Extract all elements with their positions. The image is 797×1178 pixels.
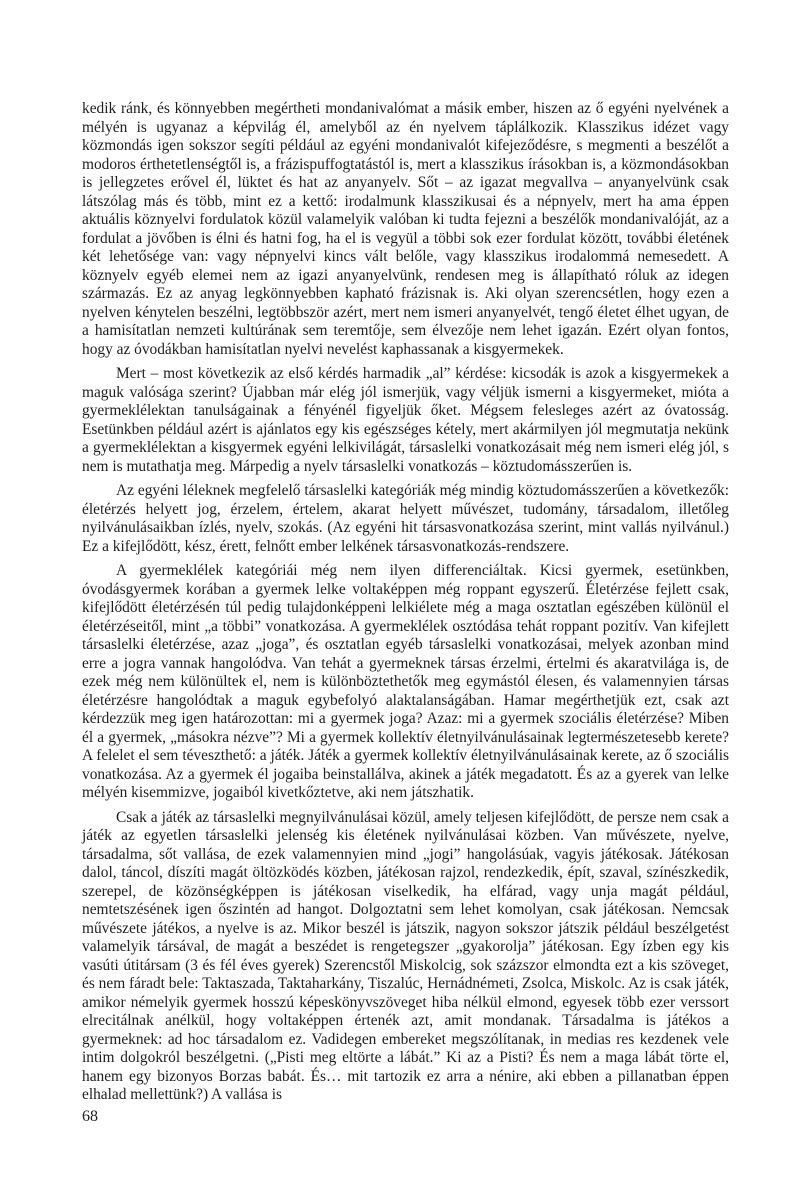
paragraph-social-categories: Az egyéni léleknek megfelelő társaslelki kategóriák még mindig köztudomásszerűen a következők: életérzés helyett jog, érzelem, értelem, akarat helyett művészet, tudomány, társadalom, illetőleg nyilvánulásaikban ízlés, nyelv, szokás. (Az egyéni hit társasvonatkozása szerint, mint vallás nyilvánul.) Ez a kifejlődött, kész, érett, felnőtt ember lelkének társasvonatkozás-rendszere.: [82, 482, 729, 555]
paragraph-child-soul: A gyermeklélek kategóriái még nem ilyen differenciáltak. Kicsi gyermek, esetünkben, óvodásgyermek korában a gyermek lelke voltaképpen még roppant egyszerű. Életérzése fejlett csak, kifejlődött életérzésén túl pedig tulajdonképpeni lelkiélete még a maga osztatlan egészében különül el életérzéseitől, mint „a többi” vonatkozása. A gyermeklélek osztódása tehát roppant pozitív. Van kifejlett társaslelki életérzése, azaz „joga”, és osztatlan egyéb társaslelki vonatkozásai, melyek azonban mind erre a jogra vannak hangolódva. Van tehát a gyermeknek társas érzelmi, értelmi és akaratvilága is, de ezek még nem különültek el, nem is különböztethetők meg egymástól élesen, és valamennyien társas életérzésre hangolódtak a maguk egybefolyó alaktalanságában. Hamar megérthetjük ezt, csak azt kérdezzük meg igen határozottan: mi a gyermek joga? Azaz: mi a gyermek szociális életérzése? Miben él a gyermek, „másokra nézve”? Mi a gyermek kollektív életnyilvánulásainak legtermészetesebb kerete? A felelet el sem téveszthető: a játék. Játék a gyermek kollektív életnyilvánulásainak kerete, az ő szociális vonatkozása. Az a gyermek él jogaiba beinstallálva, akinek a játék megadatott. És az a gyerek van lelke mélyén kisemmizve, jogaiból kivetkőztetve, aki nem játszhatik.: [82, 562, 729, 801]
paragraph-continuation: kedik ránk, és könnyebben megértheti mondanivalómat a másik ember, hiszen az ő egyéni nyelvének a mélyén is ugyanaz a képvilág él, amelyből az én nyelvem táplálkozik. Klasszikus idézet vagy közmondás igen sokszor segíti például az egyéni mondanivalót kifejeződésre, s megmenti a beszélőt a modoros érthetetlenségtől is, a frázispuffogtatástól is, mert a klasszikus írásokban is, a közmondásokban is jellegzetes erővel él, lüktet és hat az anyanyelv. Sőt – az igazat megvallva – anyanyelvünk csak látszólag más és több, mint ez a kettő: irodalmunk klasszikusai és a népnyelv, mert ha ama éppen aktuális köznyelvi fordulatok közül valamelyik valóban ki tudta fejezni a beszélők mondanivalóját, az a fordulat a jövőben is élni és hatni fog, ha el is vegyül a többi sok ezer fordulat között, további életének két lehetősége van: vagy népnyelvi kincs vált belőle, vagy klasszikus irodalommá nemesedett. A köznyelv egyéb elemei nem az igazi anyanyelvünk, rendesen meg is állapítható róluk az idegen származás. Ez az anyag legkönnyebben kapható frázisnak is. Aki olyan szerencsétlen, hogy ezen a nyelven kénytelen beszélni, legtöbbször azért, mert nem ismeri anyanyelvét, tengő életet élhet ugyan, de a hamisítatlan nemzeti kultúrának sem teremtője, sem élvezője nem lehet igazán. Ezért olyan fontos, hogy az óvodákban hamisítatlan nyelvi nevelést kaphassanak a kisgyermekek.: [82, 100, 729, 358]
paragraph-children-reality: Mert – most következik az első kérdés harmadik „al” kérdése: kicsodák is azok a kisgyermekek a maguk valósága szerint? Újabban már elég jól ismerjük, vagy véljük ismerni a kisgyermeket, mióta a gyermeklélektan tanulságainak a fényénél figyeljük őket. Mégsem felesleges azért az óvatosság. Esetünkben például azért is ajánlatos egy kis egészséges kétely, mert akármilyen jól megmutatja nekünk a gyermeklélektan a kisgyermek egyéni lelkivilágát, társaslelki vonatkozásait még nem ismeri elég jól, s nem is mutathatja meg. Márpedig a nyelv társaslelki vonatkozás – köztudomásszerűen is.: [82, 365, 729, 475]
page-body: [82, 100, 729, 1105]
page-number: 68: [82, 1108, 98, 1125]
paragraph-play: Csak a játék az társaslelki megnyilvánulásai közül, amely teljesen kifejlődött, de persze nem csak a játék az egyetlen társaslelki jelenség kis életének nyilvánulásai közben. Van művészete, nyelve, társadalma, sőt vallása, de ezek valamennyien mind „jogi” hangolásúak, vagyis játékosak. Játékosan dalol, táncol, díszíti magát öltözködés közben, játékosan rajzol, rendezkedik, épít, szaval, színészkedik, szerepel, de közönségképpen is játékosan viselkedik, ha elfárad, vagy unja magát például, nemtetszésének igen őszintén ad hangot. Dolgoztatni sem lehet komolyan, csak játékosan. Nemcsak művészete játékos, a nyelve is az. Mikor beszél is játszik, nagyon sokszor játszik például beszélgetést valamelyik társával, de magát a beszédet is rengetegszer „gyakorolja” játékosan. Egy ízben egy kis vasúti útitársam (3 és fél éves gyerek) Szerencstől Miskolcig, sok százszor elmondta ezt a kis szöveget, és nem fáradt bele: Taktaszada, Taktaharkány, Tiszalúc, Hernádnémeti, Zsolca, Miskolc. Az is csak játék, amikor némelyik gyermek hosszú képeskönyvszöveget hiba nélkül elmond, egyesek több ezer verssort elrecitálnak anélkül, hogy voltaképpen értenék azt, amit mondanak. Társadalma is játékos a gyermeknek: ad hoc társadalom ez. Vadidegen embereket megszólítanak, in medias res kezdenek vele intim dolgokról beszélgetni. („Pisti meg eltörte a lábát.” Ki az a Pisti? És nem a maga lábát törte el, hanem egy bizonyos Borzas babát. És… mit tartozik ez arra a nénire, aki ebben a pillanatban éppen elhalad mellettünk?) A vallása is: [82, 808, 729, 1103]
